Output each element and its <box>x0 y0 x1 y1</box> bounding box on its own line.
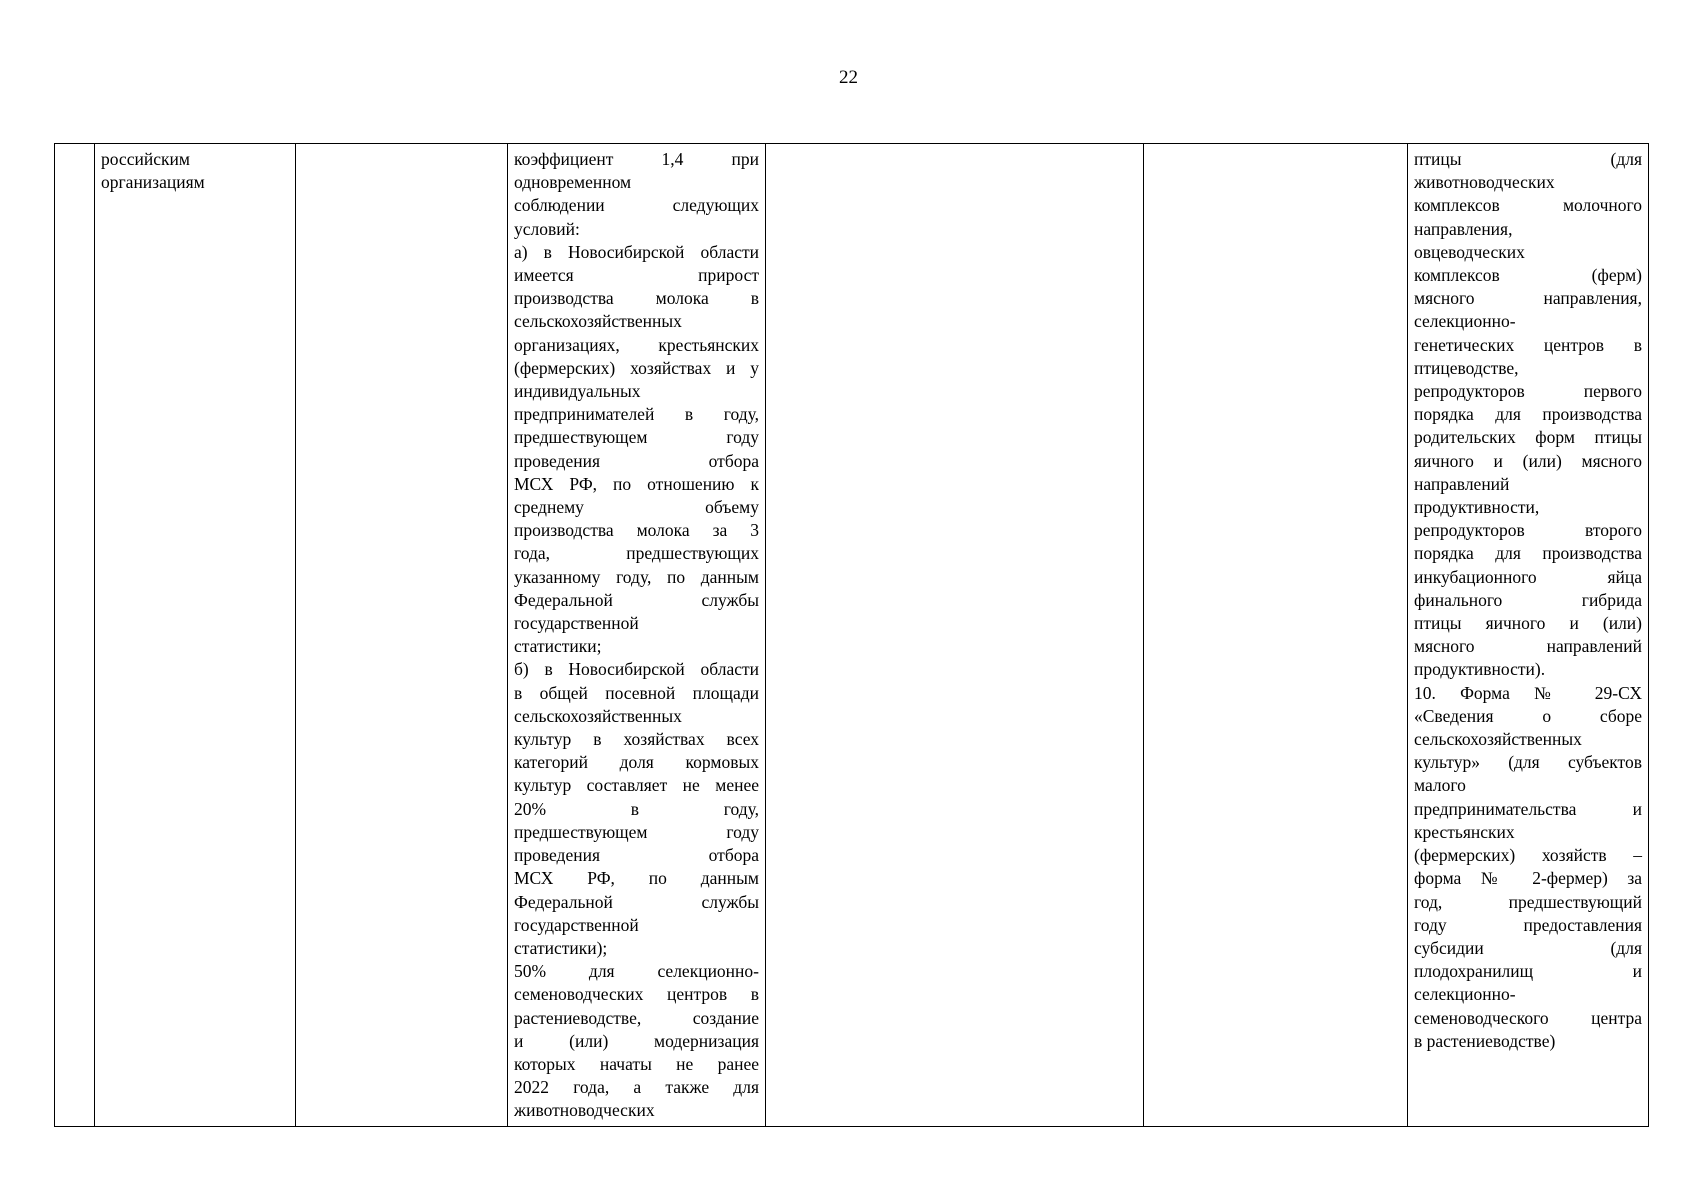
cell-line: репродукторов второго <box>1414 520 1642 541</box>
cell-line: среднему объему <box>514 497 759 518</box>
cell-line: семеноводческих центров в <box>514 984 759 1005</box>
cell-line: субсидии (для <box>1414 937 1642 958</box>
cell-line: продуктивности, <box>1414 497 1540 518</box>
cell-line: комплексов (ферм) <box>1414 265 1642 286</box>
cell-line: животноводческих <box>1414 172 1555 193</box>
cell-line: а) в Новосибирской области <box>514 241 759 262</box>
cell-line: генетических центров в <box>1414 334 1642 355</box>
cell-line: года, предшествующих <box>514 543 759 564</box>
cell-line: индивидуальных <box>514 381 641 402</box>
cell-line: культур в хозяйствах всех <box>514 729 759 750</box>
cell-line: плодохранилищ и <box>1414 961 1642 982</box>
cell-line: МСХ РФ, по данным <box>514 868 759 889</box>
cell-line: организациям <box>101 172 205 193</box>
cell-line: коэффициент 1,4 при <box>514 149 759 169</box>
cell-line: (фермерских) хозяйствах и у <box>514 357 759 378</box>
cell-line: растениеводстве, создание <box>514 1007 759 1028</box>
cell-line: культур» (для субъектов <box>1414 752 1642 773</box>
cell-line: сельскохозяйственных <box>514 311 682 332</box>
cell-line: крестьянских <box>1414 821 1515 842</box>
cell-line: яичного и (или) мясного <box>1414 450 1642 471</box>
cell-line: которых начаты не ранее <box>514 1053 759 1074</box>
cell-line: статистики; <box>514 636 602 657</box>
cell-line: статистики); <box>514 937 608 958</box>
cell-line: условий: <box>514 218 580 239</box>
cell-line: птицы (для <box>1414 149 1642 169</box>
cell-col-4 <box>508 144 766 1127</box>
cell-line: предпринимателей в году, <box>514 404 759 425</box>
cell-line: селекционно- <box>1414 984 1516 1005</box>
cell-line: порядка для производства <box>1414 543 1642 564</box>
cell-line: (фермерских) хозяйств – <box>1414 845 1642 866</box>
cell-line: соблюдении следующих <box>514 195 759 216</box>
cell-line: производства молока за 3 <box>514 520 759 541</box>
cell-line: государственной <box>514 914 639 935</box>
cell-line: продуктивности). <box>1414 659 1546 680</box>
cell-line: комплексов молочного <box>1414 195 1642 216</box>
cell-line: б) в Новосибирской области <box>514 659 759 680</box>
cell-col-1 <box>55 144 95 1127</box>
cell-line: 20% в году, <box>514 798 759 819</box>
cell-line: категорий доля кормовых <box>514 752 759 773</box>
cell-line: направлений <box>1414 473 1510 494</box>
cell-line: мясного направлений <box>1414 636 1642 657</box>
cell-line: проведения отбора <box>514 450 759 471</box>
cell-line: овцеводческих <box>1414 241 1525 262</box>
cell-line: российским <box>101 149 190 169</box>
cell-line: проведения отбора <box>514 845 759 866</box>
cell-line: Федеральной службы <box>514 589 759 610</box>
cell-line: и (или) модернизация <box>514 1030 759 1051</box>
cell-line: «Сведения о сборе <box>1414 705 1642 726</box>
cell-line: году предоставления <box>1414 914 1642 935</box>
cell-line: одновременном <box>514 172 632 193</box>
cell-line: инкубационного яйца <box>1414 566 1642 587</box>
cell-line: указанному году, по данным <box>514 566 759 587</box>
continuation-table <box>54 143 1649 1127</box>
cell-line: 2022 года, а также для <box>514 1077 759 1098</box>
cell-line: 10. Форма № 29-СХ <box>1414 682 1642 703</box>
cell-col-7 <box>1408 144 1649 1127</box>
cell-line: государственной <box>514 613 639 634</box>
cell-col-2 <box>95 144 296 1127</box>
cell-line: репродукторов первого <box>1414 381 1642 402</box>
cell-col-5 <box>766 144 1144 1127</box>
cell-line: в растениеводстве) <box>1414 1030 1556 1051</box>
cell-line: сельскохозяйственных <box>1414 729 1582 750</box>
cell-line: родительских форм птицы <box>1414 427 1642 448</box>
cell-line: имеется прирост <box>514 265 759 286</box>
cell-line: направления, <box>1414 218 1513 239</box>
cell-line: предшествующем году <box>514 821 759 842</box>
cell-line: предшествующем году <box>514 427 759 448</box>
page-number: 22 <box>839 67 858 88</box>
table-row <box>55 144 1649 1127</box>
cell-line: год, предшествующий <box>1414 891 1642 912</box>
cell-line: птицы яичного и (или) <box>1414 613 1642 634</box>
cell-line: мясного направления, <box>1414 288 1642 309</box>
cell-line: организациях, крестьянских <box>514 334 759 355</box>
cell-line: культур составляет не менее <box>514 775 759 796</box>
cell-line: сельскохозяйственных <box>514 705 682 726</box>
cell-line: семеноводческого центра <box>1414 1007 1642 1028</box>
cell-line: селекционно- <box>1414 311 1516 332</box>
cell-line: Федеральной службы <box>514 891 759 912</box>
cell-line: МСХ РФ, по отношению к <box>514 473 759 494</box>
cell-col-6 <box>1144 144 1408 1127</box>
cell-line: животноводческих <box>514 1100 655 1121</box>
cell-line: птицеводстве, <box>1414 357 1519 378</box>
cell-line: 50% для селекционно- <box>514 961 759 982</box>
cell-line: порядка для производства <box>1414 404 1642 425</box>
cell-line: форма № 2-фермер) за <box>1414 868 1642 889</box>
cell-line: предпринимательства и <box>1414 798 1642 819</box>
cell-line: производства молока в <box>514 288 759 309</box>
cell-line: финального гибрида <box>1414 589 1642 610</box>
cell-line: малого <box>1414 775 1466 796</box>
cell-line: в общей посевной площади <box>514 682 759 703</box>
cell-col-3 <box>296 144 508 1127</box>
